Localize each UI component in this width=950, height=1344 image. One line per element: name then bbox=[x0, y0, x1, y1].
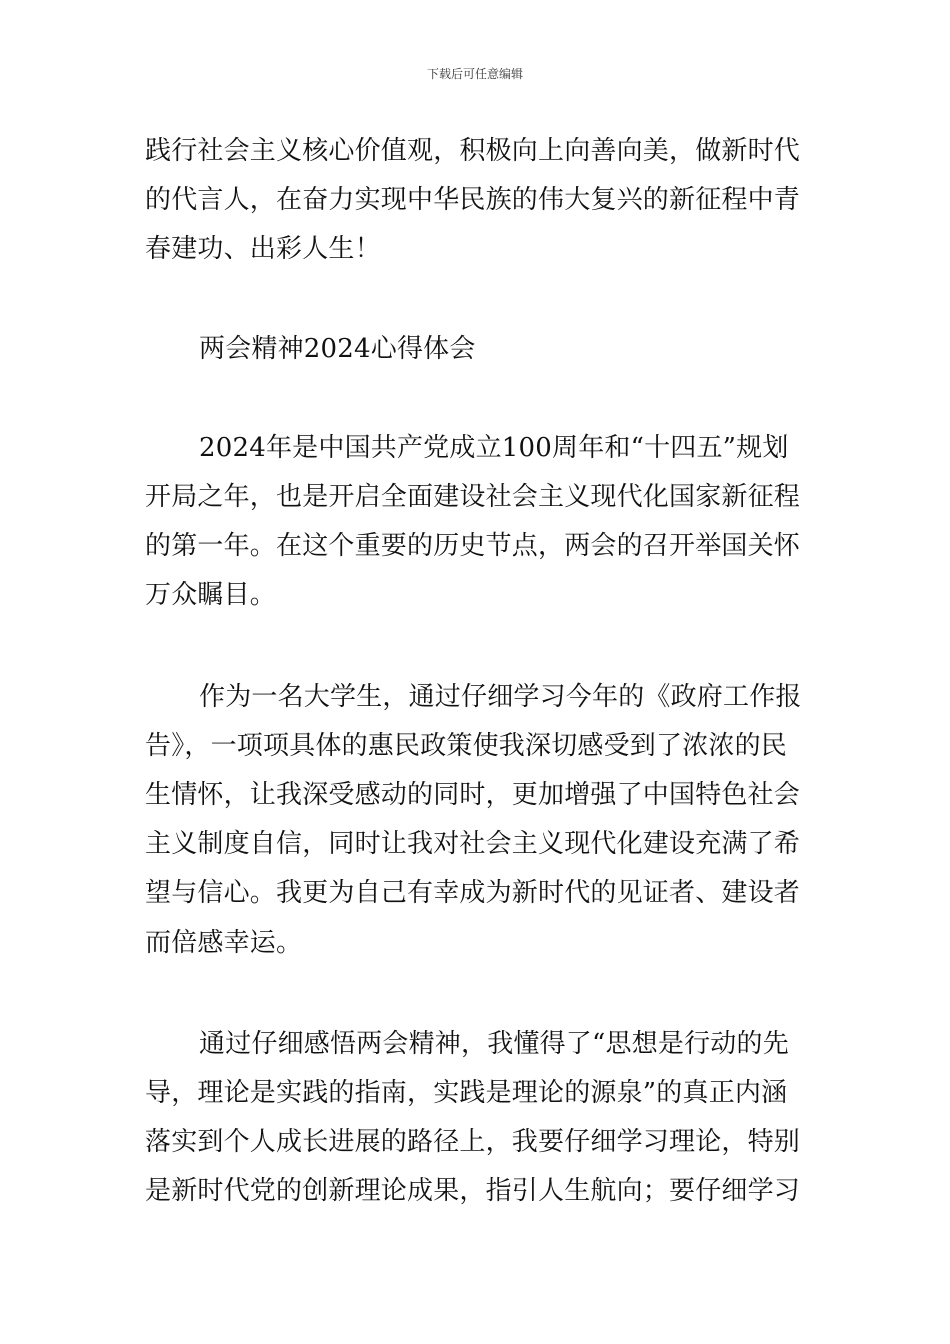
text-line: 开局之年，也是开启全面建设社会主义现代化国家新征程 bbox=[145, 482, 801, 513]
paragraph-reflection bbox=[145, 1020, 810, 1217]
text-line: 通过仔细感悟两会精神，我懂得了“思想是行动的先 bbox=[199, 1028, 789, 1059]
text-line: 万众瞩目。 bbox=[145, 580, 277, 611]
title-line: 两会精神2024心得体会 bbox=[199, 333, 476, 364]
paragraph-intro bbox=[145, 424, 810, 621]
text-line: 落实到个人成长进展的路径上，我要仔细学习理论，特别 bbox=[145, 1127, 801, 1158]
text-line: 践行社会主义核心价值观，积极向上向善向美，做新时代 bbox=[145, 136, 801, 166]
paragraph-continuation bbox=[145, 127, 810, 275]
text-line: 的第一年。在这个重要的历史节点，两会的召开举国关怀 bbox=[145, 531, 801, 562]
header-note: 下载后可任意编辑 bbox=[426, 67, 523, 81]
text-line: 告》，一项项具体的惠民政策使我深切感受到了浓浓的民 bbox=[145, 730, 788, 761]
text-line: 春建功、出彩人生！ bbox=[145, 234, 381, 265]
paragraph-student bbox=[145, 673, 810, 968]
text-line: 生情怀，让我深受感动的同时，更加增强了中国特色社会 bbox=[145, 780, 801, 811]
text-line: 主义制度自信，同时让我对社会主义现代化建设充满了希 bbox=[145, 829, 801, 860]
text-line: 的代言人，在奋力实现中华民族的伟大复兴的新征程中青 bbox=[145, 185, 801, 216]
text-line: 2024年是中国共产党成立100周年和“十四五”规划 bbox=[199, 432, 789, 463]
text-line: 而倍感幸运。 bbox=[145, 927, 303, 958]
text-line: 是新时代党的创新理论成果，指引人生航向；要仔细学习 bbox=[145, 1176, 801, 1207]
text-line: 望与信心。我更为自己有幸成为新时代的见证者、建设者 bbox=[145, 878, 801, 909]
text-line: 导，理论是实践的指南，实践是理论的源泉”的真正内涵 bbox=[145, 1078, 788, 1109]
section-title bbox=[145, 325, 810, 374]
document-body bbox=[145, 127, 810, 1217]
text-line: 作为一名大学生，通过仔细学习今年的《政府工作报 bbox=[199, 681, 802, 712]
